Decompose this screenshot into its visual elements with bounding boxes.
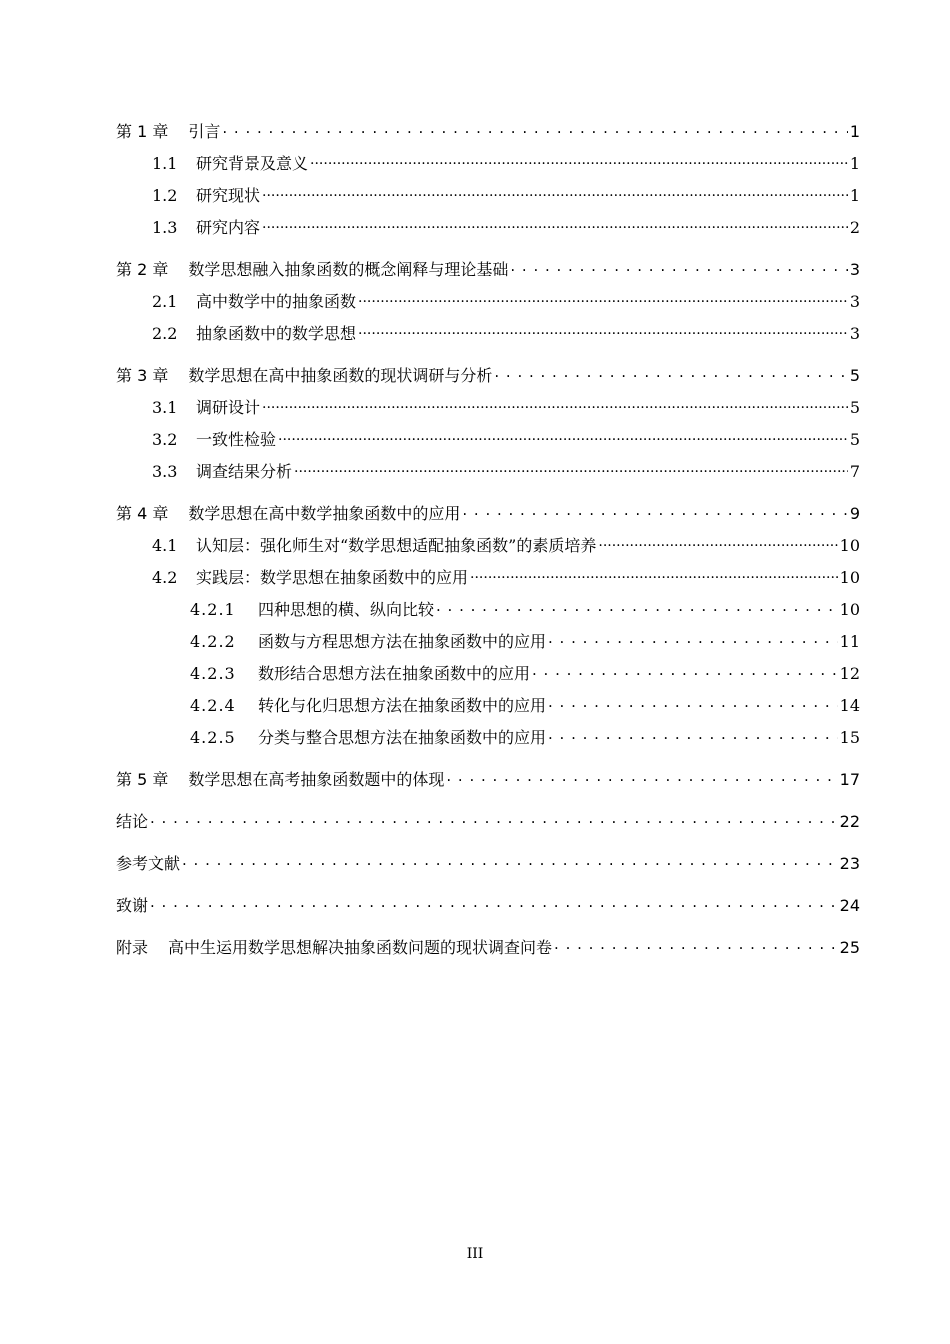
- toc-entry[interactable]: [116, 116, 860, 148]
- toc-entry[interactable]: [116, 360, 860, 392]
- toc-entry-title: 研究内容: [196, 218, 261, 237]
- toc-entry[interactable]: [116, 658, 860, 690]
- toc-entry[interactable]: [116, 456, 860, 488]
- toc-entry-title: 参考文献: [116, 854, 181, 873]
- toc-entry[interactable]: [116, 318, 860, 350]
- toc-leader-dots: [598, 535, 837, 551]
- toc-entry[interactable]: [116, 626, 860, 658]
- toc-entry[interactable]: [116, 690, 860, 722]
- toc-entry-page: 1: [849, 186, 860, 205]
- toc-entry[interactable]: [116, 562, 860, 594]
- toc-entry-number: 第 5 章: [116, 770, 169, 789]
- toc-entry-title: 致谢: [116, 896, 149, 915]
- toc-entry[interactable]: [116, 594, 860, 626]
- toc-leader-dots: [278, 429, 848, 445]
- toc-entry-page: 3: [849, 260, 860, 279]
- toc-entry-number: 4.2.5: [190, 728, 236, 747]
- toc-entry-page: 10: [839, 536, 860, 555]
- toc-entry-title: 研究现状: [196, 186, 261, 205]
- toc-entry[interactable]: [116, 806, 860, 838]
- toc-entry-page: 2: [849, 218, 860, 237]
- toc-leader-dots: [436, 599, 838, 615]
- toc-entry-title: 调研设计: [196, 398, 261, 417]
- toc-entry[interactable]: [116, 180, 860, 212]
- toc-entry-title: 抽象函数中的数学思想: [196, 324, 357, 343]
- toc-entry-number: 附录: [116, 938, 149, 957]
- toc-entry-number: 1.3: [152, 218, 178, 237]
- toc-entry-title: 四种思想的横、纵向比较: [258, 600, 435, 619]
- toc-entry-title: 数学思想在高中数学抽象函数中的应用: [188, 504, 461, 523]
- toc-entry-title: 函数与方程思想方法在抽象函数中的应用: [258, 632, 547, 651]
- toc-leader-dots: [470, 567, 838, 583]
- toc-entry-title: 数形结合思想方法在抽象函数中的应用: [258, 664, 531, 683]
- toc-entry-page: 10: [839, 600, 860, 619]
- toc-entry-number: 4.2.3: [190, 664, 236, 683]
- toc-entry[interactable]: [116, 392, 860, 424]
- toc-leader-dots: [150, 895, 838, 911]
- toc-entry-number: 2.1: [152, 292, 178, 311]
- toc-entry-number: 4.2: [152, 568, 178, 587]
- toc-leader-dots: [358, 323, 848, 339]
- toc-leader-dots: [262, 397, 848, 413]
- toc-entry-number: 3.3: [152, 462, 178, 481]
- toc-leader-dots: [294, 461, 848, 477]
- toc-entry-page: 1: [849, 122, 860, 141]
- toc-entry-title: 数学思想在高中抽象函数的现状调研与分析: [188, 366, 493, 385]
- toc-leader-dots: [510, 259, 847, 275]
- toc-entry-number: 3.2: [152, 430, 178, 449]
- toc-entry-page: 11: [839, 632, 860, 651]
- toc-entry-page: 10: [839, 568, 860, 587]
- toc-entry-number: 3.1: [152, 398, 178, 417]
- toc-leader-dots: [554, 937, 838, 953]
- toc-entry-page: 5: [849, 398, 860, 417]
- toc-leader-dots: [548, 727, 838, 743]
- toc-entry[interactable]: [116, 722, 860, 754]
- toc-entry-number: 第 1 章: [116, 122, 169, 141]
- toc-entry-number: 第 3 章: [116, 366, 169, 385]
- toc-entry[interactable]: [116, 424, 860, 456]
- toc-leader-dots: [262, 185, 848, 201]
- toc-entry[interactable]: [116, 254, 860, 286]
- toc-leader-dots: [262, 217, 848, 233]
- toc-entry[interactable]: [116, 148, 860, 180]
- toc-entry-number: 第 4 章: [116, 504, 169, 523]
- toc-entry[interactable]: [116, 498, 860, 530]
- toc-entry-title: 一致性检验: [196, 430, 277, 449]
- toc-entry-page: 17: [839, 770, 860, 789]
- toc-entry-page: 12: [839, 664, 860, 683]
- toc-entry[interactable]: [116, 212, 860, 244]
- toc-entry-page: 3: [849, 324, 860, 343]
- toc-entry-page: 7: [849, 462, 860, 481]
- toc-leader-dots: [462, 503, 847, 519]
- toc-entry[interactable]: [116, 764, 860, 796]
- toc-entry-page: 9: [849, 504, 860, 523]
- toc-leader-dots: [446, 769, 837, 785]
- toc-entry-page: 5: [849, 366, 860, 385]
- toc-entry-title: 高中生运用数学思想解决抽象函数问题的现状调查问卷: [168, 938, 553, 957]
- toc-entry[interactable]: [116, 530, 860, 562]
- toc-entry-title: 引言: [188, 122, 221, 141]
- toc-entry-title: 转化与化归思想方法在抽象函数中的应用: [258, 696, 547, 715]
- toc-entry-number: 4.2.2: [190, 632, 236, 651]
- toc-entry-page: 3: [849, 292, 860, 311]
- toc-leader-dots: [532, 663, 838, 679]
- toc-entry-title: 实践层：数学思想在抽象函数中的应用: [196, 568, 469, 587]
- toc-entry-number: 4.2.4: [190, 696, 236, 715]
- toc-entry-page: 14: [839, 696, 860, 715]
- toc-leader-dots: [150, 811, 838, 827]
- toc-leader-dots: [548, 695, 838, 711]
- toc-leader-dots: [222, 121, 847, 137]
- toc-entry-number: 4.1: [152, 536, 178, 555]
- toc-leader-dots: [182, 853, 838, 869]
- toc-entry-page: 25: [839, 938, 860, 957]
- toc-entry[interactable]: [116, 848, 860, 880]
- toc-entry-title: 调查结果分析: [196, 462, 293, 481]
- toc-entry[interactable]: [116, 286, 860, 318]
- toc-entry-page: 1: [849, 154, 860, 173]
- toc-entry-number: 4.2.1: [190, 600, 236, 619]
- toc-entry-title: 数学思想融入抽象函数的概念阐释与理论基础: [188, 260, 509, 279]
- page-number-footer: III: [466, 1246, 484, 1262]
- toc-entry-number: 第 2 章: [116, 260, 169, 279]
- toc-entry-page: 5: [849, 430, 860, 449]
- toc-entry-number: 2.2: [152, 324, 178, 343]
- toc-leader-dots: [310, 153, 848, 169]
- toc-entry[interactable]: [116, 890, 860, 922]
- toc-entry-page: 24: [839, 896, 860, 915]
- toc-entry-number: 1.1: [152, 154, 178, 173]
- toc-entry-title: 分类与整合思想方法在抽象函数中的应用: [258, 728, 547, 747]
- toc-leader-dots: [494, 365, 847, 381]
- toc-entry-title: 结论: [116, 812, 149, 831]
- toc-entry-page: 23: [839, 854, 860, 873]
- toc-entry-title: 研究背景及意义: [196, 154, 309, 173]
- toc-entry-title: 高中数学中的抽象函数: [196, 292, 357, 311]
- toc-entry-page: 22: [839, 812, 860, 831]
- toc-entry-title: 认知层：强化师生对“数学思想适配抽象函数”的素质培养: [196, 536, 597, 555]
- toc-leader-dots: [358, 291, 848, 307]
- toc-entry-number: 1.2: [152, 186, 178, 205]
- toc-entry[interactable]: [116, 932, 860, 964]
- table-of-contents: [116, 116, 860, 964]
- toc-entry-title: 数学思想在高考抽象函数题中的体现: [188, 770, 445, 789]
- toc-leader-dots: [548, 631, 838, 647]
- toc-entry-page: 15: [839, 728, 860, 747]
